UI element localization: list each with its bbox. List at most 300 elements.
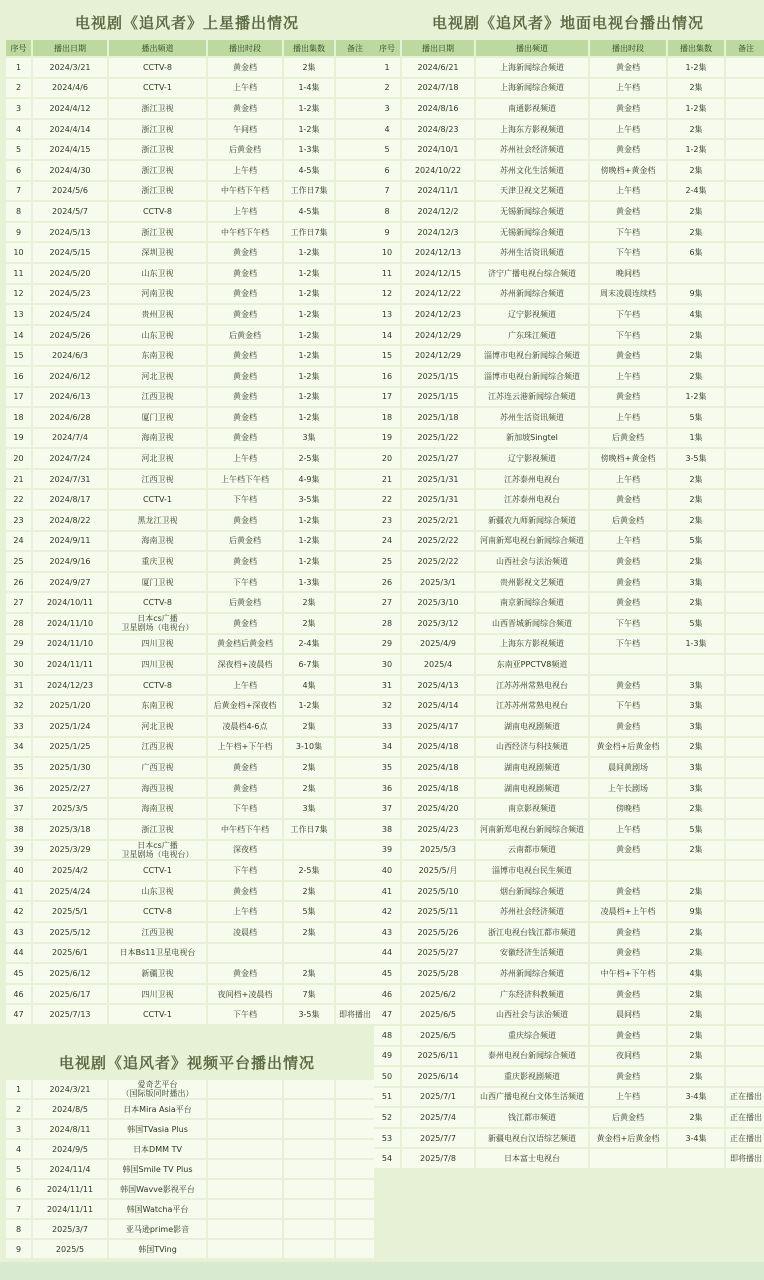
table-row bbox=[374, 655, 764, 674]
table-cell: 2集 bbox=[668, 202, 724, 221]
table-cell: 2024/12/13 bbox=[402, 243, 474, 262]
table-cell: 山西经济与科技频道 bbox=[476, 738, 588, 757]
table-cell bbox=[726, 99, 764, 118]
table-row bbox=[6, 243, 374, 262]
table-cell: 苏州社会经济频道 bbox=[476, 902, 588, 921]
table-cell: 浙江卫视 bbox=[109, 182, 206, 201]
table-cell: 1-2集 bbox=[284, 696, 334, 715]
table-cell: 1-2集 bbox=[284, 367, 334, 386]
table-cell: 4集 bbox=[284, 676, 334, 695]
table-cell: 32 bbox=[374, 696, 400, 715]
table-cell: 下午档 bbox=[208, 573, 282, 592]
table-cell: 黄金档 bbox=[590, 552, 666, 571]
table-cell: 后黄金档 bbox=[590, 429, 666, 448]
table-cell: 2025/4/13 bbox=[402, 676, 474, 695]
table-cell: 2024/5/20 bbox=[33, 264, 107, 283]
table-cell: 上午档 bbox=[208, 79, 282, 98]
table-cell: 7 bbox=[6, 182, 31, 201]
table-cell bbox=[284, 1160, 334, 1178]
table-cell: 黄金档 bbox=[590, 717, 666, 736]
table-cell bbox=[284, 944, 334, 963]
table-cell bbox=[208, 944, 282, 963]
table-cell: 1-2集 bbox=[668, 99, 724, 118]
table-cell bbox=[726, 985, 764, 1004]
table-cell bbox=[336, 841, 374, 860]
table-cell bbox=[208, 1120, 282, 1138]
table-row bbox=[6, 923, 374, 942]
table-cell: 湖南电视剧频道 bbox=[476, 779, 588, 798]
table-cell: 2集 bbox=[668, 923, 724, 942]
table-row bbox=[374, 202, 764, 221]
table-row bbox=[374, 923, 764, 942]
table-cell: 广西卫视 bbox=[109, 758, 206, 777]
table-row bbox=[6, 696, 374, 715]
table-cell bbox=[726, 779, 764, 798]
table-row bbox=[6, 305, 374, 324]
table-cell: 山东卫视 bbox=[109, 326, 206, 345]
table-cell: 2025/3/18 bbox=[33, 820, 107, 839]
table-row bbox=[374, 161, 764, 180]
table-cell: 2024/12/3 bbox=[402, 223, 474, 242]
table-cell: 苏州新闻综合频道 bbox=[476, 964, 588, 983]
table-cell: 18 bbox=[6, 408, 31, 427]
table-cell bbox=[284, 1220, 334, 1238]
table-row bbox=[374, 120, 764, 139]
table-cell: 25 bbox=[374, 552, 400, 571]
table-row bbox=[6, 799, 374, 818]
table-cell: 黄金档 bbox=[590, 388, 666, 407]
video-table bbox=[4, 1078, 376, 1260]
table-cell: 2集 bbox=[668, 944, 724, 963]
table-cell: 44 bbox=[6, 944, 31, 963]
table-row bbox=[374, 182, 764, 201]
table-cell bbox=[208, 1200, 282, 1218]
table-row bbox=[374, 964, 764, 983]
table-cell: 2025/6/2 bbox=[402, 985, 474, 1004]
table-row bbox=[6, 346, 374, 365]
table-cell: 1-2集 bbox=[284, 305, 334, 324]
table-cell: 40 bbox=[6, 861, 31, 880]
table-cell: 海西卫视 bbox=[109, 779, 206, 798]
table-cell: 4 bbox=[6, 1140, 31, 1158]
table-cell bbox=[284, 841, 334, 860]
table-cell: 江苏苏州常熟电视台 bbox=[476, 676, 588, 695]
table-cell: 39 bbox=[374, 841, 400, 860]
table-cell: 2025/4/24 bbox=[33, 882, 107, 901]
table-cell: 4集 bbox=[668, 964, 724, 983]
table-cell: 中午档下午档 bbox=[208, 182, 282, 201]
table-cell bbox=[336, 449, 374, 468]
table-cell: 2025/1/25 bbox=[33, 738, 107, 757]
table-cell: 黑龙江卫视 bbox=[109, 511, 206, 530]
table-cell: 2025/7/8 bbox=[402, 1149, 474, 1168]
table-cell: 2024/11/4 bbox=[33, 1160, 107, 1178]
table-cell bbox=[336, 511, 374, 530]
table-cell: 山东卫视 bbox=[109, 882, 206, 901]
table-cell: 正在播出 bbox=[726, 1129, 764, 1148]
table-cell bbox=[336, 861, 374, 880]
table-cell: 1-2集 bbox=[284, 511, 334, 530]
table-cell: 3集 bbox=[668, 779, 724, 798]
table-cell: 浙江卫视 bbox=[109, 140, 206, 159]
table-cell: 2集 bbox=[668, 1067, 724, 1086]
table-cell: 晚间档 bbox=[590, 264, 666, 283]
satellite-panel bbox=[4, 8, 370, 1026]
table-cell: 2024/7/18 bbox=[402, 79, 474, 98]
table-cell: 13 bbox=[374, 305, 400, 324]
table-cell: 黄金档 bbox=[590, 1067, 666, 1086]
table-cell: 后黄金档+深夜档 bbox=[208, 696, 282, 715]
table-cell: 河南新郑电视台新闻综合频道 bbox=[476, 532, 588, 551]
table-cell: 东南卫视 bbox=[109, 346, 206, 365]
table-cell: 上海东方影视频道 bbox=[476, 635, 588, 654]
table-cell: 浙江电视台钱江都市频道 bbox=[476, 923, 588, 942]
table-cell bbox=[336, 326, 374, 345]
table-cell: 1-2集 bbox=[668, 58, 724, 77]
table-cell: 深夜档 bbox=[208, 841, 282, 860]
table-cell: 2025/7/13 bbox=[33, 1005, 107, 1024]
table-cell: 2025/2/21 bbox=[402, 511, 474, 530]
table-cell: 2024/4/14 bbox=[33, 120, 107, 139]
table-cell: 2集 bbox=[284, 593, 334, 612]
table-cell: 46 bbox=[6, 985, 31, 1004]
table-cell: 5集 bbox=[668, 820, 724, 839]
column-header: 序号 bbox=[6, 40, 31, 56]
table-cell: 2025/6/17 bbox=[33, 985, 107, 1004]
table-cell: 31 bbox=[374, 676, 400, 695]
table-cell: 1-2集 bbox=[284, 99, 334, 118]
table-cell: 云南都市频道 bbox=[476, 841, 588, 860]
table-cell: 6 bbox=[6, 161, 31, 180]
table-cell: 下午档 bbox=[590, 696, 666, 715]
table-cell: 后黄金档 bbox=[208, 593, 282, 612]
table-cell: 2025/5/1 bbox=[33, 902, 107, 921]
table-cell bbox=[336, 902, 374, 921]
table-cell: 2-5集 bbox=[284, 861, 334, 880]
table-row bbox=[374, 738, 764, 757]
table-cell: 江西卫视 bbox=[109, 923, 206, 942]
column-header: 播出时段 bbox=[208, 40, 282, 56]
table-cell bbox=[336, 614, 374, 633]
table-cell: 钱江都市频道 bbox=[476, 1108, 588, 1127]
table-cell: 2集 bbox=[668, 511, 724, 530]
table-row bbox=[6, 58, 374, 77]
table-cell: 9 bbox=[6, 1240, 31, 1258]
table-row bbox=[6, 532, 374, 551]
table-cell: 夜间档 bbox=[590, 1047, 666, 1066]
table-cell: 黄金档 bbox=[590, 882, 666, 901]
table-cell: 2025/2/27 bbox=[33, 779, 107, 798]
table-cell bbox=[336, 923, 374, 942]
table-row bbox=[6, 326, 374, 345]
table-cell: 18 bbox=[374, 408, 400, 427]
table-cell bbox=[336, 696, 374, 715]
table-cell: 即将播出 bbox=[336, 1005, 374, 1024]
table-row bbox=[6, 79, 374, 98]
table-cell: 2025/5 bbox=[33, 1240, 107, 1258]
table-cell bbox=[336, 408, 374, 427]
table-cell: 3-5集 bbox=[284, 1005, 334, 1024]
table-cell: 2集 bbox=[668, 552, 724, 571]
table-cell: 2集 bbox=[284, 779, 334, 798]
table-cell: 重庆综合频道 bbox=[476, 1026, 588, 1045]
table-row bbox=[374, 799, 764, 818]
table-cell: 3 bbox=[374, 99, 400, 118]
table-cell: 韩国TVasia Plus bbox=[109, 1120, 206, 1138]
table-cell: 25 bbox=[6, 552, 31, 571]
table-cell: 苏州生活资讯频道 bbox=[476, 408, 588, 427]
table-cell: 黄金档 bbox=[590, 346, 666, 365]
table-cell: 41 bbox=[6, 882, 31, 901]
table-cell bbox=[726, 635, 764, 654]
table-cell: 安徽经济生活频道 bbox=[476, 944, 588, 963]
table-cell: 2025/3/1 bbox=[402, 573, 474, 592]
table-cell: 日本DMM TV bbox=[109, 1140, 206, 1158]
table-cell: CCTV-1 bbox=[109, 861, 206, 880]
table-row bbox=[374, 388, 764, 407]
table-cell bbox=[726, 861, 764, 880]
table-cell: 2025/1/31 bbox=[402, 470, 474, 489]
table-cell: 晨间档 bbox=[590, 1005, 666, 1024]
table-row bbox=[374, 367, 764, 386]
table-cell bbox=[336, 964, 374, 983]
table-cell: 3-10集 bbox=[284, 738, 334, 757]
table-cell: 3-4集 bbox=[668, 1088, 724, 1107]
table-cell: 四川卫视 bbox=[109, 655, 206, 674]
table-cell: 2024/8/23 bbox=[402, 120, 474, 139]
table-cell: 44 bbox=[374, 944, 400, 963]
table-cell: 上午档 bbox=[208, 202, 282, 221]
table-cell: 2024/3/21 bbox=[33, 58, 107, 77]
table-cell: 厦门卫视 bbox=[109, 408, 206, 427]
table-cell bbox=[208, 1140, 282, 1158]
table-cell: 江西卫视 bbox=[109, 388, 206, 407]
table-row bbox=[6, 717, 374, 736]
table-cell bbox=[336, 1180, 374, 1198]
table-cell: 济宁广播电视台综合频道 bbox=[476, 264, 588, 283]
table-cell: 后黄金档 bbox=[208, 140, 282, 159]
table-cell: 21 bbox=[374, 470, 400, 489]
table-cell: 17 bbox=[6, 388, 31, 407]
table-cell: 深圳卫视 bbox=[109, 243, 206, 262]
table-row bbox=[374, 944, 764, 963]
table-row bbox=[6, 490, 374, 509]
table-cell bbox=[336, 1160, 374, 1178]
table-cell: 30 bbox=[374, 655, 400, 674]
table-cell: 黄金档 bbox=[208, 58, 282, 77]
table-cell: 重庆卫视 bbox=[109, 552, 206, 571]
table-cell: 2025/7/7 bbox=[402, 1129, 474, 1148]
table-row bbox=[6, 99, 374, 118]
table-cell bbox=[726, 79, 764, 98]
table-cell: 韩国Wavve影视平台 bbox=[109, 1180, 206, 1198]
table-cell: 8 bbox=[6, 202, 31, 221]
table-row bbox=[6, 820, 374, 839]
table-cell: 黄金档 bbox=[208, 779, 282, 798]
satellite-table bbox=[4, 38, 376, 1026]
table-cell: 19 bbox=[6, 429, 31, 448]
table-cell: 36 bbox=[6, 779, 31, 798]
column-header: 播出频道 bbox=[109, 40, 206, 56]
table-cell: 贵州卫视 bbox=[109, 305, 206, 324]
table-cell: 2024/8/5 bbox=[33, 1100, 107, 1118]
table-row bbox=[6, 285, 374, 304]
table-cell: 贵州影视文艺频道 bbox=[476, 573, 588, 592]
table-cell: 2024/8/17 bbox=[33, 490, 107, 509]
table-cell: 东南卫视 bbox=[109, 696, 206, 715]
table-cell bbox=[726, 532, 764, 551]
table-row bbox=[374, 243, 764, 262]
table-cell bbox=[336, 985, 374, 1004]
table-cell: 1-3集 bbox=[284, 140, 334, 159]
table-cell: 2集 bbox=[284, 758, 334, 777]
table-row bbox=[374, 841, 764, 860]
table-cell: 2025/3/5 bbox=[33, 799, 107, 818]
table-row bbox=[374, 285, 764, 304]
table-cell bbox=[726, 655, 764, 674]
table-cell: 26 bbox=[374, 573, 400, 592]
table-cell bbox=[336, 820, 374, 839]
table-cell: 24 bbox=[6, 532, 31, 551]
table-cell: 中午档下午档 bbox=[208, 820, 282, 839]
table-row bbox=[6, 1100, 374, 1118]
table-cell: 上午档 bbox=[590, 182, 666, 201]
table-cell: 2024/12/29 bbox=[402, 326, 474, 345]
table-cell: CCTV-8 bbox=[109, 202, 206, 221]
table-cell: 2集 bbox=[668, 223, 724, 242]
table-row bbox=[6, 882, 374, 901]
table-cell: 2025/5/27 bbox=[402, 944, 474, 963]
table-cell: 28 bbox=[374, 614, 400, 633]
table-cell bbox=[726, 820, 764, 839]
table-row bbox=[6, 1180, 374, 1198]
table-cell: 1-2集 bbox=[284, 285, 334, 304]
table-cell bbox=[726, 346, 764, 365]
table-row bbox=[374, 758, 764, 777]
table-cell: 42 bbox=[6, 902, 31, 921]
table-row bbox=[6, 367, 374, 386]
table-cell: 2024/5/24 bbox=[33, 305, 107, 324]
table-row bbox=[6, 1140, 374, 1158]
table-cell bbox=[336, 1240, 374, 1258]
table-cell: 2025/4/14 bbox=[402, 696, 474, 715]
table-cell: 2025/5/28 bbox=[402, 964, 474, 983]
table-cell: 2025/1/31 bbox=[402, 490, 474, 509]
table-cell: 2024/6/28 bbox=[33, 408, 107, 427]
table-cell: 午间档 bbox=[208, 120, 282, 139]
table-cell bbox=[726, 285, 764, 304]
table-cell: 广东珠江频道 bbox=[476, 326, 588, 345]
table-cell: 46 bbox=[374, 985, 400, 1004]
table-cell: 后黄金档 bbox=[208, 326, 282, 345]
table-cell: 上午档 bbox=[590, 1088, 666, 1107]
table-cell: 下午档 bbox=[208, 861, 282, 880]
table-cell: 15 bbox=[6, 346, 31, 365]
table-row bbox=[374, 1005, 764, 1024]
table-row bbox=[374, 470, 764, 489]
table-cell: 日本cs广播 卫星剧场（电视台） bbox=[109, 614, 206, 633]
table-cell: 43 bbox=[6, 923, 31, 942]
table-cell: 1 bbox=[6, 58, 31, 77]
table-cell: 南京新闻综合频道 bbox=[476, 593, 588, 612]
table-cell bbox=[726, 202, 764, 221]
table-cell: 海南卫视 bbox=[109, 429, 206, 448]
table-cell bbox=[336, 388, 374, 407]
table-cell: 2025/4/23 bbox=[402, 820, 474, 839]
table-cell: 傍晚档+黄金档 bbox=[590, 449, 666, 468]
table-cell: 2集 bbox=[668, 738, 724, 757]
table-row bbox=[374, 140, 764, 159]
table-cell: 黄金档后黄金档 bbox=[208, 635, 282, 654]
table-cell: 2025/1/30 bbox=[33, 758, 107, 777]
table-cell: 苏州社会经济频道 bbox=[476, 140, 588, 159]
table-row bbox=[374, 635, 764, 654]
table-cell: 凌晨档4-6点 bbox=[208, 717, 282, 736]
table-row bbox=[374, 305, 764, 324]
table-cell: 1-2集 bbox=[284, 388, 334, 407]
table-cell: 2集 bbox=[668, 1005, 724, 1024]
table-row bbox=[374, 902, 764, 921]
table-row bbox=[374, 58, 764, 77]
table-cell bbox=[726, 388, 764, 407]
table-cell: 2024/6/21 bbox=[402, 58, 474, 77]
table-cell: 山西晋城新闻综合频道 bbox=[476, 614, 588, 633]
table-cell: 2025/1/15 bbox=[402, 388, 474, 407]
table-cell: 上午档 bbox=[590, 820, 666, 839]
table-row bbox=[6, 388, 374, 407]
table-row bbox=[374, 717, 764, 736]
table-cell: 27 bbox=[374, 593, 400, 612]
table-cell: 黄金档 bbox=[590, 140, 666, 159]
table-cell bbox=[336, 1140, 374, 1158]
table-cell: 2024/9/5 bbox=[33, 1140, 107, 1158]
table-cell: 黄金档 bbox=[590, 923, 666, 942]
table-cell: 上海东方影视频道 bbox=[476, 120, 588, 139]
table-cell bbox=[590, 1149, 666, 1168]
table-cell: 2024/5/15 bbox=[33, 243, 107, 262]
column-header: 播出集数 bbox=[668, 40, 724, 56]
table-cell bbox=[726, 243, 764, 262]
table-cell: 3 bbox=[6, 1120, 31, 1138]
table-cell: 湖南电视剧频道 bbox=[476, 758, 588, 777]
table-cell: 海南卫视 bbox=[109, 799, 206, 818]
table-cell bbox=[336, 161, 374, 180]
table-cell bbox=[726, 470, 764, 489]
table-cell: 2025/1/27 bbox=[402, 449, 474, 468]
table-cell: 19 bbox=[374, 429, 400, 448]
table-cell: 河北卫视 bbox=[109, 449, 206, 468]
table-cell bbox=[726, 799, 764, 818]
table-cell: 上午档+下午档 bbox=[208, 738, 282, 757]
table-cell: 江西卫视 bbox=[109, 470, 206, 489]
table-cell: 泰州电视台新闻综合频道 bbox=[476, 1047, 588, 1066]
table-cell: 1-3集 bbox=[668, 635, 724, 654]
table-cell bbox=[336, 346, 374, 365]
table-cell bbox=[208, 1240, 282, 1258]
table-row bbox=[6, 635, 374, 654]
table-cell: 上午档 bbox=[590, 408, 666, 427]
table-cell bbox=[726, 367, 764, 386]
table-cell: 上午档下午档 bbox=[208, 470, 282, 489]
table-cell: 2024/11/10 bbox=[33, 635, 107, 654]
satellite-title: 电视剧《追风者》上星播出情况 bbox=[74, 14, 299, 32]
table-row bbox=[374, 1026, 764, 1045]
table-row bbox=[374, 1108, 764, 1127]
table-cell: 天津卫视文艺频道 bbox=[476, 182, 588, 201]
table-cell: 山西社会与法治频道 bbox=[476, 552, 588, 571]
table-row bbox=[6, 408, 374, 427]
table-cell: 2 bbox=[374, 79, 400, 98]
